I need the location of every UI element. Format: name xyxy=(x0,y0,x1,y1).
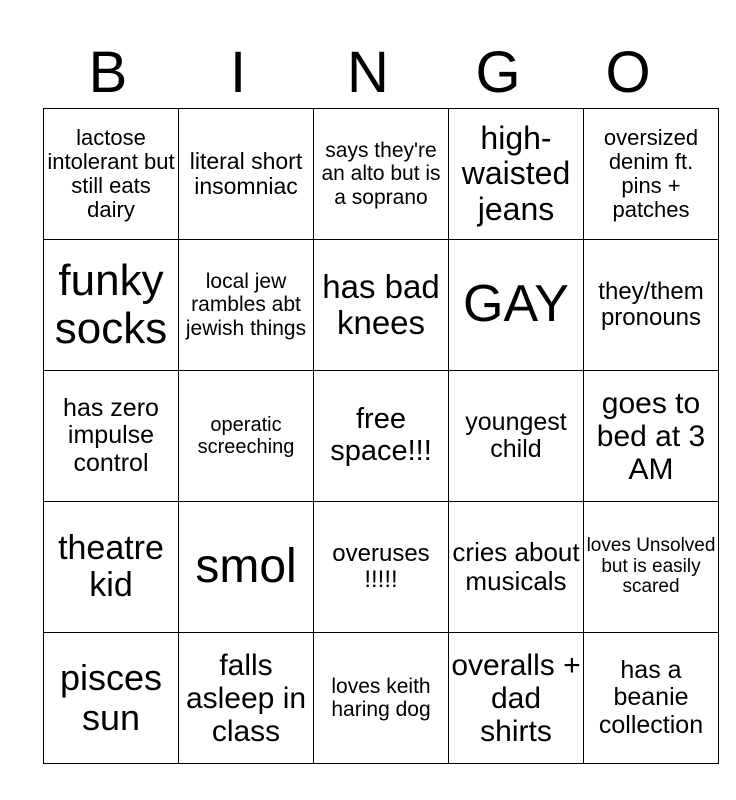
bingo-cell: youngest child xyxy=(449,371,584,502)
bingo-cell: has zero impulse control xyxy=(44,371,179,502)
bingo-board xyxy=(43,108,719,764)
board-row xyxy=(44,502,719,633)
bingo-cell: loves keith haring dog xyxy=(314,633,449,764)
bingo-cell: high-waisted jeans xyxy=(449,109,584,240)
bingo-cell: pisces sun xyxy=(44,633,179,764)
bingo-cell: they/them pronouns xyxy=(584,240,719,371)
bingo-cell: GAY xyxy=(449,240,584,371)
bingo-header xyxy=(43,38,693,108)
board-row xyxy=(44,240,719,371)
bingo-cell: has a beanie collection xyxy=(584,633,719,764)
header-letter-i: I xyxy=(229,40,247,105)
bingo-cell: loves Unsolved but is easily scared xyxy=(584,502,719,633)
bingo-cell: funky socks xyxy=(44,240,179,371)
header-letter-n: N xyxy=(347,40,389,105)
board-row xyxy=(44,633,719,764)
bingo-cell: theatre kid xyxy=(44,502,179,633)
header-letter-g: G xyxy=(475,40,521,105)
bingo-cell: operatic screeching xyxy=(179,371,314,502)
header-letter-o: O xyxy=(605,40,651,105)
bingo-cell: local jew rambles abt jewish things xyxy=(179,240,314,371)
board-row xyxy=(44,371,719,502)
bingo-cell: oversized denim ft. pins + patches xyxy=(584,109,719,240)
header-letter-b: B xyxy=(88,40,128,105)
bingo-cell: literal short insomniac xyxy=(179,109,314,240)
bingo-cell: falls asleep in class xyxy=(179,633,314,764)
bingo-cell: smol xyxy=(179,502,314,633)
bingo-cell: has bad knees xyxy=(314,240,449,371)
bingo-cell: goes to bed at 3 AM xyxy=(584,371,719,502)
bingo-cell: says they're an alto but is a soprano xyxy=(314,109,449,240)
bingo-cell: cries about musicals xyxy=(449,502,584,633)
bingo-cell: overalls + dad shirts xyxy=(449,633,584,764)
bingo-cell: free space!!! xyxy=(314,371,449,502)
bingo-cell: lactose intolerant but still eats dairy xyxy=(44,109,179,240)
board-row xyxy=(44,109,719,240)
bingo-cell: overuses !!!!! xyxy=(314,502,449,633)
